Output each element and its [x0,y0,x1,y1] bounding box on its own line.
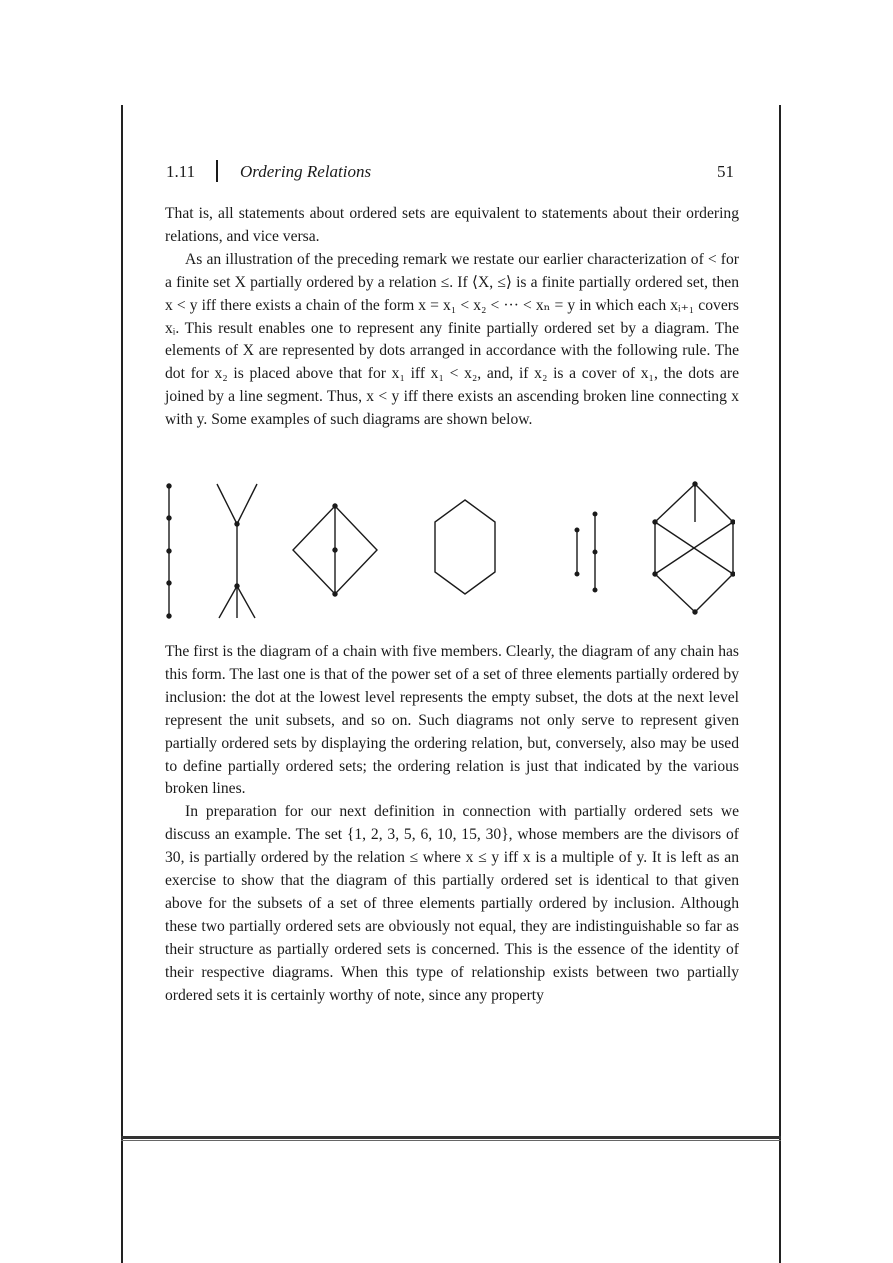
paragraph: As an illustration of the preceding remark we restate our earlier characterization of < for a finite set X partially ordered by a relation ≤. If ⟨X, ≤⟩ is a finite partially ordered set, then x < y iff there exists a chain of the form x = x₁ < x₂ < ··· < xₙ = y in which each xᵢ₊₁ covers xᵢ. This result enables one to represent any finite partially ordered set by a diagram. The elements of X are represented by dots arranged in accordance with the following rule. The dot for x₂ is placed above that for x₁ iff x₁ < x₂, and, if x₂ is a cover of x₁, the dots are joined by a line segment. Thus, x < y iff there exists an ascending broken line connecting x with y. Some examples of such diagrams are shown below. [165,250,739,429]
page-frame-bottom [121,1136,781,1139]
diagram-hexagon [435,500,495,594]
diagram-two-chains [575,512,597,592]
diagram-y-shape [217,484,257,618]
running-head-divider [216,160,218,182]
page-frame-left [121,105,123,1263]
page-frame-bottom-rule [121,1140,781,1141]
diagram-diamond-vertical [293,504,377,596]
diagram-cube-power-set [653,482,735,614]
page-number: 51 [717,162,734,181]
chapter-title: Ordering Relations [240,162,372,181]
hasse-diagrams-figure [155,478,735,623]
body-text-top [165,203,739,432]
paragraph: The first is the diagram of a chain with five members. Clearly, the diagram of any chain has this form. The last one is that of the power set of a set of three elements partially ordered by inclusion: the dot at the lowest level represents the empty subset, the dots at the next level represent the unit subsets, and so on. Such diagrams not only serve to represent given partially ordered sets by displaying the ordering relation, but, conversely, also may be used to define partially ordered sets; the ordering relation is just that indicated by the various broken lines. [165,643,739,798]
diagram-chain-five [167,484,171,618]
paragraph: In preparation for our next definition in connection with partially ordered sets we discuss an example. The set {1, 2, 3, 5, 6, 10, 15, 30}, whose members are the divisors of 30, is partially ordered by the relation ≤ where x ≤ y iff x is a multiple of y. It is left as an exercise to show that the diagram of this partially ordered set is identical to that given above for the subsets of a set of three elements partially ordered by inclusion. Although these two partially ordered sets are obviously not equal, they are indistinguishable so far as their structure as partially ordered sets is concerned. This is the essence of the identity of their respective diagrams. When this type of relationship exists between two partially ordered sets it is certainly worthy of note, since any property [165,803,739,1004]
section-number: 1.11 [166,162,196,181]
page-frame-right [779,105,781,1263]
body-text-bottom [165,641,739,1008]
paragraph: That is, all statements about ordered sets are equivalent to statements about their ordering relations, and vice versa. [165,205,739,245]
running-head [166,162,738,188]
